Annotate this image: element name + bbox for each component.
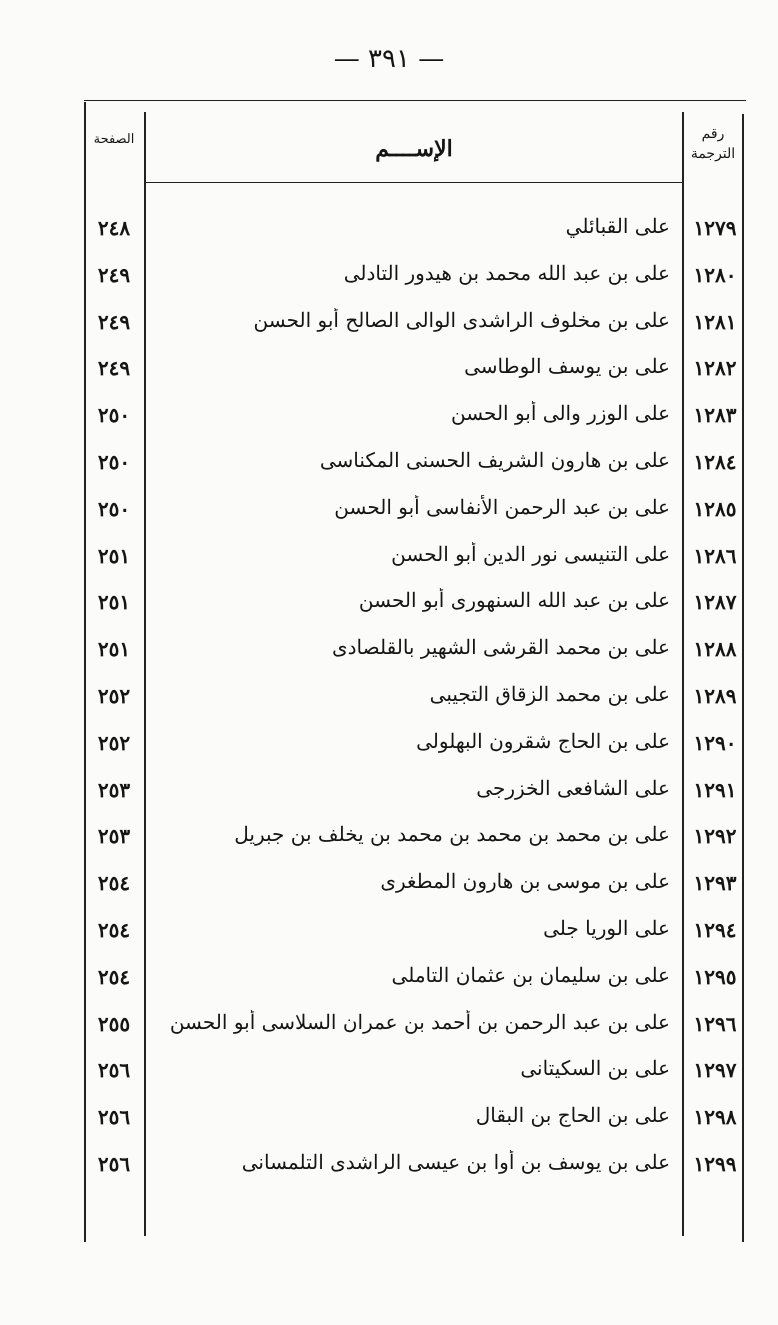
page-cell: ٢٥٤ — [97, 964, 131, 989]
page-cell: ٢٥٤ — [97, 871, 131, 896]
name-cell: على بن مخلوف الراشدى الوالى الصالح أبو الحسن — [253, 307, 670, 332]
name-cell: على بن سليمان بن عثمان التاملى — [391, 962, 670, 987]
table-row — [84, 863, 746, 907]
entry-number-cell: ١٢٨٠ — [693, 262, 737, 287]
table-row — [84, 1144, 746, 1188]
page-cell: ٢٥٢ — [97, 730, 131, 755]
page-cell: ٢٥٥ — [97, 1011, 131, 1036]
name-cell: على بن عبد الرحمن الأنفاسى أبو الحسن — [334, 494, 670, 519]
page-cell: ٢٤٩ — [97, 309, 131, 334]
name-cell: على بن عبد الرحمن بن أحمد بن عمران السلاسى أبو الحسن — [169, 1009, 670, 1034]
name-cell: على بن السكيتانى — [520, 1056, 670, 1081]
page-cell: ٢٥٤ — [97, 918, 131, 942]
table-row — [84, 536, 746, 580]
page-cell: ٢٥٦ — [97, 1058, 131, 1083]
page-cell: ٢٥١ — [97, 543, 131, 568]
entry-number-cell: ١٢٨١ — [693, 309, 737, 334]
entry-number-cell: ١٢٨٤ — [693, 450, 737, 474]
entry-number-cell: ١٢٩٨ — [693, 1105, 737, 1130]
name-cell: على الوريا جلى — [543, 916, 670, 940]
name-cell: على التنيسى نور الدين أبو الحسن — [391, 541, 670, 566]
table-row — [84, 255, 746, 299]
name-cell: على بن عبد الله السنهورى أبو الحسن — [358, 588, 670, 613]
entry-number-cell: ١٢٩٣ — [693, 871, 737, 896]
page-cell: ٢٥١ — [97, 637, 131, 662]
table-row — [84, 489, 746, 533]
name-cell: على الوزر والى أبو الحسن — [450, 401, 670, 426]
name-cell: على بن الحاج شقرون البهلولى — [416, 728, 670, 753]
table-row — [84, 723, 746, 767]
page-cell: ٢٤٩ — [97, 262, 131, 287]
entry-number-cell: ١٢٩٠ — [693, 730, 737, 755]
page-cell: ٢٥٦ — [97, 1152, 131, 1176]
table-row — [84, 957, 746, 1001]
entry-number-cell: ١٢٨٦ — [693, 543, 737, 568]
entry-number-cell: ١٢٩٢ — [693, 824, 737, 849]
page-cell: ٢٥٠ — [97, 450, 131, 474]
page-cell: ٢٥٦ — [97, 1105, 131, 1130]
header-rule — [144, 182, 684, 183]
table-row — [84, 676, 746, 720]
table-row — [84, 302, 746, 346]
table-row — [84, 1097, 746, 1141]
entry-number-cell: ١٢٩٩ — [693, 1152, 737, 1176]
name-cell: على بن عبد الله محمد بن هيدور التادلى — [343, 260, 670, 285]
table-row — [84, 442, 746, 486]
name-cell: على بن محمد الزقاق التجيبى — [429, 682, 670, 706]
name-cell: على بن محمد بن محمد بن محمد بن يخلف بن جبريل — [234, 822, 670, 847]
header-number-column: رقم الترجمة — [690, 126, 736, 162]
name-cell: على بن يوسف بن أوا بن عيسى الراشدى التلمسانى — [241, 1150, 670, 1174]
entry-number-cell: ١٢٩١ — [693, 777, 737, 802]
table-row — [84, 770, 746, 814]
entry-number-cell: ١٢٨٩ — [693, 684, 737, 708]
index-table — [84, 96, 746, 1244]
name-cell: على الشافعى الخزرجى — [476, 775, 670, 800]
table-row — [84, 910, 746, 954]
entry-number-cell: ١٢٧٩ — [693, 216, 737, 240]
entry-number-cell: ١٢٩٥ — [693, 964, 737, 989]
entry-number-cell: ١٢٩٤ — [693, 918, 737, 942]
page-cell: ٢٥١ — [97, 590, 131, 615]
page-cell: ٢٤٩ — [97, 356, 131, 381]
page-cell: ٢٤٨ — [97, 216, 131, 240]
name-cell: على بن موسى بن هارون المطغرى — [380, 869, 670, 894]
page-cell: ٢٥٠ — [97, 403, 131, 428]
entry-number-cell: ١٢٨٨ — [693, 637, 737, 662]
header-page-column: الصفحة — [93, 132, 135, 147]
page-cell: ٢٥٢ — [97, 684, 131, 708]
page-cell: ٢٥٣ — [97, 824, 131, 849]
name-cell: على القبائلي — [565, 214, 670, 238]
table-row — [84, 629, 746, 673]
name-cell: على بن يوسف الوطاسى — [464, 354, 670, 379]
page-cell: ٢٥٣ — [97, 777, 131, 802]
entry-number-cell: ١٢٨٣ — [693, 403, 737, 428]
entry-number-cell: ١٢٨٢ — [693, 356, 737, 381]
table-row — [84, 348, 746, 392]
top-rule — [84, 100, 746, 101]
entry-number-cell: ١٢٩٦ — [693, 1011, 737, 1036]
page-cell: ٢٥٠ — [97, 496, 131, 521]
name-cell: على بن محمد القرشى الشهير بالقلصادى — [332, 635, 670, 660]
name-cell: على بن هارون الشريف الحسنى المكناسى — [319, 448, 670, 472]
table-row — [84, 1004, 746, 1048]
header-name-column: الإســــم — [375, 136, 453, 162]
table-row — [84, 395, 746, 439]
table-row — [84, 582, 746, 626]
table-row — [84, 1050, 746, 1094]
table-row — [84, 816, 746, 860]
table-row — [84, 208, 746, 252]
entry-number-cell: ١٢٩٧ — [693, 1058, 737, 1083]
page-number: — ٣٩١ — — [333, 44, 445, 74]
entry-number-cell: ١٢٨٧ — [693, 590, 737, 615]
name-cell: على بن الحاج بن البقال — [475, 1103, 670, 1128]
entry-number-cell: ١٢٨٥ — [693, 496, 737, 521]
